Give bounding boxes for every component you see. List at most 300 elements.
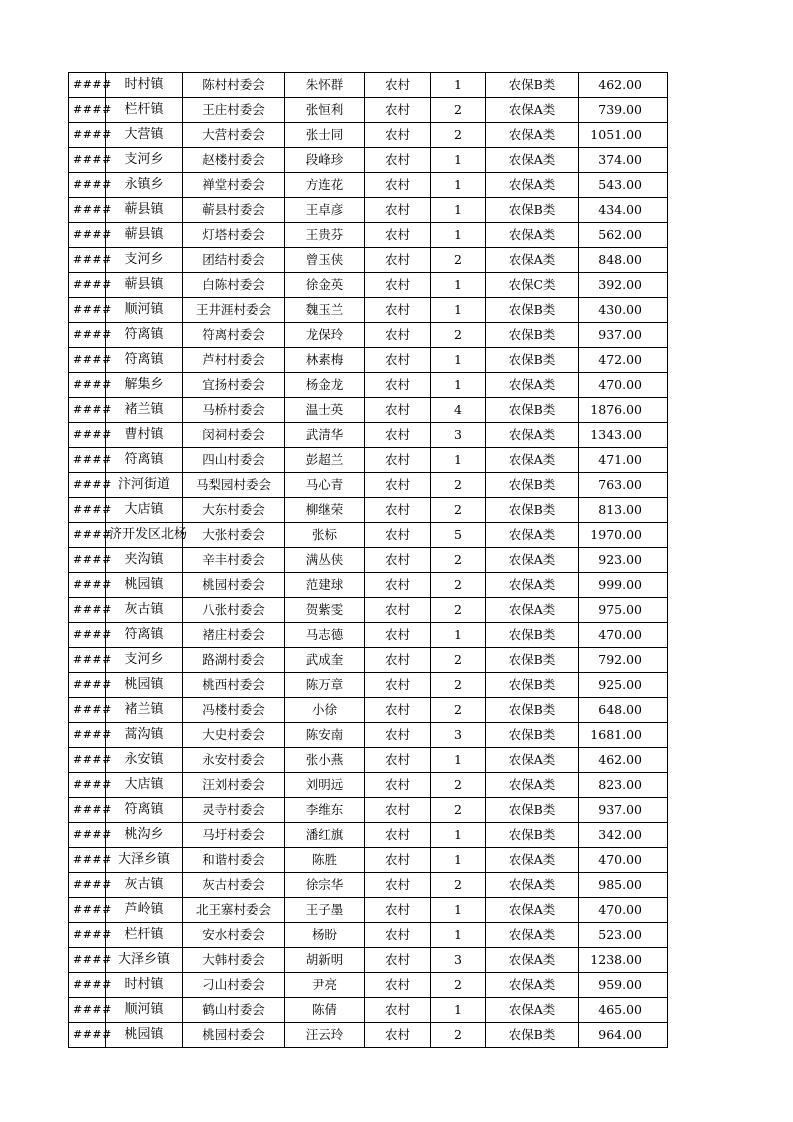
- cell-town: 支河乡: [106, 248, 183, 273]
- cell-village: 褚庄村委会: [183, 623, 285, 648]
- cell-category: 农保A类: [486, 223, 579, 248]
- cell-id: ####: [69, 373, 106, 398]
- cell-village: 蕲县村委会: [183, 198, 285, 223]
- cell-amount: 999.00: [579, 573, 668, 598]
- cell-count: 2: [431, 698, 486, 723]
- cell-category: 农保A类: [486, 773, 579, 798]
- cell-category: 农保A类: [486, 373, 579, 398]
- table-row: [69, 748, 668, 773]
- cell-household-type: 农村: [365, 398, 431, 423]
- cell-count: 1: [431, 298, 486, 323]
- beneficiary-table: [68, 72, 668, 1048]
- cell-name: 胡新明: [285, 948, 365, 973]
- table-row: [69, 73, 668, 98]
- cell-household-type: 农村: [365, 698, 431, 723]
- cell-category: 农保A类: [486, 748, 579, 773]
- cell-town: 大泽乡镇: [106, 948, 183, 973]
- cell-amount: 465.00: [579, 998, 668, 1023]
- cell-category: 农保B类: [486, 323, 579, 348]
- cell-category: 农保A类: [486, 548, 579, 573]
- cell-household-type: 农村: [365, 198, 431, 223]
- cell-village: 大张村委会: [183, 523, 285, 548]
- cell-id: ####: [69, 498, 106, 523]
- cell-category: 农保A类: [486, 923, 579, 948]
- cell-amount: 392.00: [579, 273, 668, 298]
- cell-household-type: 农村: [365, 598, 431, 623]
- cell-name: 张士同: [285, 123, 365, 148]
- cell-id: ####: [69, 573, 106, 598]
- table-row: [69, 1023, 668, 1048]
- cell-name: 曾玉侠: [285, 248, 365, 273]
- cell-amount: 1876.00: [579, 398, 668, 423]
- cell-amount: 985.00: [579, 873, 668, 898]
- cell-category: 农保A类: [486, 573, 579, 598]
- cell-name: 马志德: [285, 623, 365, 648]
- cell-town: 符离镇: [106, 323, 183, 348]
- cell-name: 林素梅: [285, 348, 365, 373]
- cell-category: 农保A类: [486, 248, 579, 273]
- cell-amount: 763.00: [579, 473, 668, 498]
- cell-name: 尹亮: [285, 973, 365, 998]
- cell-name: 杨盼: [285, 923, 365, 948]
- cell-amount: 1681.00: [579, 723, 668, 748]
- cell-category: 农保B类: [486, 473, 579, 498]
- cell-id: ####: [69, 98, 106, 123]
- cell-count: 2: [431, 598, 486, 623]
- cell-category: 农保B类: [486, 498, 579, 523]
- cell-category: 农保A类: [486, 598, 579, 623]
- cell-id: ####: [69, 273, 106, 298]
- table-row: [69, 473, 668, 498]
- cell-count: 2: [431, 648, 486, 673]
- cell-count: 2: [431, 973, 486, 998]
- cell-category: 农保A类: [486, 973, 579, 998]
- cell-amount: 470.00: [579, 848, 668, 873]
- cell-name: 龙保玲: [285, 323, 365, 348]
- cell-town: 时村镇: [106, 973, 183, 998]
- cell-name: 贺紫雯: [285, 598, 365, 623]
- cell-id: ####: [69, 548, 106, 573]
- cell-category: 农保B类: [486, 398, 579, 423]
- cell-household-type: 农村: [365, 148, 431, 173]
- cell-village: 禅堂村委会: [183, 173, 285, 198]
- cell-household-type: 农村: [365, 498, 431, 523]
- cell-town: 褚兰镇: [106, 398, 183, 423]
- cell-household-type: 农村: [365, 798, 431, 823]
- cell-village: 灵寺村委会: [183, 798, 285, 823]
- cell-town: 汴河街道: [106, 473, 183, 498]
- cell-village: 安水村委会: [183, 923, 285, 948]
- table-row: [69, 948, 668, 973]
- cell-village: 辛丰村委会: [183, 548, 285, 573]
- cell-category: 农保A类: [486, 123, 579, 148]
- cell-count: 3: [431, 948, 486, 973]
- cell-household-type: 农村: [365, 273, 431, 298]
- cell-village: 王井涯村委会: [183, 298, 285, 323]
- cell-id: ####: [69, 223, 106, 248]
- cell-id: ####: [69, 173, 106, 198]
- cell-id: ####: [69, 798, 106, 823]
- table-row: [69, 323, 668, 348]
- cell-name: 陈胜: [285, 848, 365, 873]
- cell-village: 大营村委会: [183, 123, 285, 148]
- cell-amount: 434.00: [579, 198, 668, 223]
- cell-household-type: 农村: [365, 548, 431, 573]
- table-row: [69, 523, 668, 548]
- cell-village: 大史村委会: [183, 723, 285, 748]
- cell-category: 农保A类: [486, 423, 579, 448]
- table-row: [69, 723, 668, 748]
- cell-town: 永镇乡: [106, 173, 183, 198]
- cell-amount: 462.00: [579, 748, 668, 773]
- cell-count: 3: [431, 423, 486, 448]
- cell-household-type: 农村: [365, 898, 431, 923]
- cell-name: 李维东: [285, 798, 365, 823]
- cell-count: 1: [431, 623, 486, 648]
- cell-name: 武清华: [285, 423, 365, 448]
- cell-village: 白陈村委会: [183, 273, 285, 298]
- table-row: [69, 823, 668, 848]
- cell-id: ####: [69, 873, 106, 898]
- cell-count: 2: [431, 473, 486, 498]
- cell-name: 徐金英: [285, 273, 365, 298]
- cell-amount: 1051.00: [579, 123, 668, 148]
- table-row: [69, 98, 668, 123]
- cell-village: 马桥村委会: [183, 398, 285, 423]
- cell-id: ####: [69, 723, 106, 748]
- cell-name: 张标: [285, 523, 365, 548]
- cell-household-type: 农村: [365, 373, 431, 398]
- cell-household-type: 农村: [365, 248, 431, 273]
- table-row: [69, 273, 668, 298]
- cell-town: 时村镇: [106, 73, 183, 98]
- cell-household-type: 农村: [365, 673, 431, 698]
- cell-name: 小徐: [285, 698, 365, 723]
- cell-town: 大店镇: [106, 773, 183, 798]
- cell-category: 农保A类: [486, 148, 579, 173]
- cell-name: 柳继荣: [285, 498, 365, 523]
- cell-count: 1: [431, 748, 486, 773]
- cell-town: 符离镇: [106, 798, 183, 823]
- cell-category: 农保B类: [486, 1023, 579, 1048]
- table-row: [69, 923, 668, 948]
- cell-category: 农保B类: [486, 698, 579, 723]
- cell-household-type: 农村: [365, 998, 431, 1023]
- cell-household-type: 农村: [365, 123, 431, 148]
- cell-count: 2: [431, 123, 486, 148]
- cell-count: 1: [431, 148, 486, 173]
- cell-id: ####: [69, 673, 106, 698]
- cell-name: 王子墨: [285, 898, 365, 923]
- cell-village: 陈村村委会: [183, 73, 285, 98]
- cell-household-type: 农村: [365, 648, 431, 673]
- table-row: [69, 448, 668, 473]
- table-row: [69, 798, 668, 823]
- cell-amount: 1343.00: [579, 423, 668, 448]
- cell-household-type: 农村: [365, 923, 431, 948]
- cell-count: 1: [431, 823, 486, 848]
- cell-count: 2: [431, 548, 486, 573]
- cell-village: 和谐村委会: [183, 848, 285, 873]
- cell-category: 农保A类: [486, 848, 579, 873]
- table-row: [69, 548, 668, 573]
- cell-village: 闵祠村委会: [183, 423, 285, 448]
- cell-id: ####: [69, 848, 106, 873]
- cell-town: 栏杆镇: [106, 923, 183, 948]
- cell-id: ####: [69, 1023, 106, 1048]
- cell-town: 蕲县镇: [106, 198, 183, 223]
- cell-town: 褚兰镇: [106, 698, 183, 723]
- cell-village: 冯楼村委会: [183, 698, 285, 723]
- cell-name: 武成奎: [285, 648, 365, 673]
- cell-household-type: 农村: [365, 423, 431, 448]
- cell-amount: 975.00: [579, 598, 668, 623]
- table-row: [69, 248, 668, 273]
- cell-count: 2: [431, 573, 486, 598]
- cell-town: 桃园镇: [106, 573, 183, 598]
- cell-count: 4: [431, 398, 486, 423]
- table-row: [69, 498, 668, 523]
- cell-category: 农保C类: [486, 273, 579, 298]
- cell-amount: 739.00: [579, 98, 668, 123]
- cell-town: 桃园镇: [106, 673, 183, 698]
- cell-count: 2: [431, 323, 486, 348]
- cell-village: 马梨园村委会: [183, 473, 285, 498]
- cell-category: 农保B类: [486, 348, 579, 373]
- table-row: [69, 648, 668, 673]
- cell-name: 汪云玲: [285, 1023, 365, 1048]
- cell-village: 赵楼村委会: [183, 148, 285, 173]
- cell-town: 符离镇: [106, 623, 183, 648]
- cell-town: 灰古镇: [106, 598, 183, 623]
- cell-id: ####: [69, 598, 106, 623]
- cell-id: ####: [69, 73, 106, 98]
- cell-household-type: 农村: [365, 973, 431, 998]
- cell-name: 杨金龙: [285, 373, 365, 398]
- cell-town: 大营镇: [106, 123, 183, 148]
- cell-amount: 1238.00: [579, 948, 668, 973]
- cell-village: 灰古村委会: [183, 873, 285, 898]
- cell-category: 农保B类: [486, 298, 579, 323]
- cell-count: 1: [431, 273, 486, 298]
- cell-household-type: 农村: [365, 473, 431, 498]
- cell-count: 1: [431, 848, 486, 873]
- cell-id: ####: [69, 698, 106, 723]
- cell-id: ####: [69, 623, 106, 648]
- cell-household-type: 农村: [365, 948, 431, 973]
- cell-household-type: 农村: [365, 573, 431, 598]
- cell-amount: 462.00: [579, 73, 668, 98]
- cell-village: 八张村委会: [183, 598, 285, 623]
- cell-name: 马心青: [285, 473, 365, 498]
- cell-category: 农保A类: [486, 173, 579, 198]
- table-row: [69, 773, 668, 798]
- cell-count: 1: [431, 173, 486, 198]
- cell-town: 符离镇: [106, 448, 183, 473]
- cell-count: 1: [431, 448, 486, 473]
- cell-household-type: 农村: [365, 773, 431, 798]
- cell-category: 农保A类: [486, 948, 579, 973]
- table-row: [69, 348, 668, 373]
- cell-town: 芦岭镇: [106, 898, 183, 923]
- cell-name: 魏玉兰: [285, 298, 365, 323]
- table-row: [69, 148, 668, 173]
- cell-town: 桃园镇: [106, 1023, 183, 1048]
- cell-village: 北王寨村委会: [183, 898, 285, 923]
- cell-name: 朱怀群: [285, 73, 365, 98]
- cell-town: 蒿沟镇: [106, 723, 183, 748]
- cell-amount: 925.00: [579, 673, 668, 698]
- table-body: [69, 73, 668, 1048]
- cell-count: 1: [431, 373, 486, 398]
- table-row: [69, 623, 668, 648]
- cell-amount: 937.00: [579, 323, 668, 348]
- cell-village: 团结村委会: [183, 248, 285, 273]
- cell-town: 蕲县镇: [106, 223, 183, 248]
- cell-amount: 342.00: [579, 823, 668, 848]
- cell-household-type: 农村: [365, 823, 431, 848]
- cell-count: 1: [431, 923, 486, 948]
- cell-name: 徐宗华: [285, 873, 365, 898]
- cell-id: ####: [69, 298, 106, 323]
- cell-id: ####: [69, 123, 106, 148]
- cell-category: 农保B类: [486, 823, 579, 848]
- cell-count: 1: [431, 198, 486, 223]
- cell-count: 1: [431, 348, 486, 373]
- cell-town: 解集乡: [106, 373, 183, 398]
- table-row: [69, 573, 668, 598]
- cell-count: 1: [431, 898, 486, 923]
- cell-household-type: 农村: [365, 448, 431, 473]
- cell-village: 路湖村委会: [183, 648, 285, 673]
- cell-amount: 470.00: [579, 373, 668, 398]
- cell-household-type: 农村: [365, 1023, 431, 1048]
- cell-amount: 523.00: [579, 923, 668, 948]
- cell-name: 陈倩: [285, 998, 365, 1023]
- cell-category: 农保A类: [486, 523, 579, 548]
- cell-household-type: 农村: [365, 98, 431, 123]
- cell-category: 农保B类: [486, 723, 579, 748]
- cell-id: ####: [69, 423, 106, 448]
- cell-count: 2: [431, 498, 486, 523]
- cell-id: ####: [69, 923, 106, 948]
- cell-category: 农保B类: [486, 648, 579, 673]
- cell-village: 王庄村委会: [183, 98, 285, 123]
- table-row: [69, 198, 668, 223]
- cell-count: 2: [431, 798, 486, 823]
- cell-village: 大韩村委会: [183, 948, 285, 973]
- cell-amount: 470.00: [579, 623, 668, 648]
- table-row: [69, 173, 668, 198]
- cell-amount: 374.00: [579, 148, 668, 173]
- cell-category: 农保B类: [486, 673, 579, 698]
- cell-count: 2: [431, 673, 486, 698]
- cell-village: 符离村委会: [183, 323, 285, 348]
- cell-town: 大泽乡镇: [106, 848, 183, 873]
- cell-count: 1: [431, 223, 486, 248]
- cell-amount: 470.00: [579, 898, 668, 923]
- cell-id: ####: [69, 973, 106, 998]
- cell-town: 济开发区北杨: [106, 523, 183, 548]
- cell-amount: 848.00: [579, 248, 668, 273]
- table-row: [69, 223, 668, 248]
- cell-category: 农保A类: [486, 873, 579, 898]
- cell-count: 2: [431, 873, 486, 898]
- cell-id: ####: [69, 348, 106, 373]
- cell-household-type: 农村: [365, 748, 431, 773]
- cell-count: 1: [431, 73, 486, 98]
- cell-town: 符离镇: [106, 348, 183, 373]
- cell-name: 陈安南: [285, 723, 365, 748]
- cell-id: ####: [69, 898, 106, 923]
- cell-count: 3: [431, 723, 486, 748]
- table-row: [69, 998, 668, 1023]
- cell-village: 桃西村委会: [183, 673, 285, 698]
- cell-id: ####: [69, 773, 106, 798]
- cell-town: 顺河镇: [106, 998, 183, 1023]
- cell-name: 刘明远: [285, 773, 365, 798]
- cell-amount: 823.00: [579, 773, 668, 798]
- cell-household-type: 农村: [365, 323, 431, 348]
- cell-amount: 937.00: [579, 798, 668, 823]
- cell-category: 农保A类: [486, 448, 579, 473]
- cell-category: 农保A类: [486, 98, 579, 123]
- cell-household-type: 农村: [365, 298, 431, 323]
- cell-town: 支河乡: [106, 148, 183, 173]
- cell-village: 四山村委会: [183, 448, 285, 473]
- cell-town: 顺河镇: [106, 298, 183, 323]
- cell-village: 芦村村委会: [183, 348, 285, 373]
- cell-name: 段峰珍: [285, 148, 365, 173]
- cell-category: 农保B类: [486, 623, 579, 648]
- cell-name: 温士英: [285, 398, 365, 423]
- cell-household-type: 农村: [365, 623, 431, 648]
- cell-village: 刁山村委会: [183, 973, 285, 998]
- cell-village: 大东村委会: [183, 498, 285, 523]
- cell-amount: 1970.00: [579, 523, 668, 548]
- cell-id: ####: [69, 448, 106, 473]
- cell-amount: 792.00: [579, 648, 668, 673]
- cell-town: 桃沟乡: [106, 823, 183, 848]
- cell-name: 王卓彦: [285, 198, 365, 223]
- cell-town: 灰古镇: [106, 873, 183, 898]
- cell-name: 彭超兰: [285, 448, 365, 473]
- cell-town: 夹沟镇: [106, 548, 183, 573]
- cell-id: ####: [69, 523, 106, 548]
- cell-village: 鹤山村委会: [183, 998, 285, 1023]
- table-row: [69, 848, 668, 873]
- cell-amount: 562.00: [579, 223, 668, 248]
- cell-town: 蕲县镇: [106, 273, 183, 298]
- cell-household-type: 农村: [365, 523, 431, 548]
- table-row: [69, 373, 668, 398]
- cell-amount: 471.00: [579, 448, 668, 473]
- cell-village: 桃园村委会: [183, 1023, 285, 1048]
- cell-id: ####: [69, 998, 106, 1023]
- cell-id: ####: [69, 473, 106, 498]
- cell-village: 桃园村委会: [183, 573, 285, 598]
- table-row: [69, 873, 668, 898]
- table-row: [69, 673, 668, 698]
- cell-household-type: 农村: [365, 848, 431, 873]
- cell-village: 永安村委会: [183, 748, 285, 773]
- cell-category: 农保B类: [486, 198, 579, 223]
- cell-id: ####: [69, 948, 106, 973]
- cell-amount: 430.00: [579, 298, 668, 323]
- cell-town: 永安镇: [106, 748, 183, 773]
- table-row: [69, 898, 668, 923]
- cell-category: 农保A类: [486, 998, 579, 1023]
